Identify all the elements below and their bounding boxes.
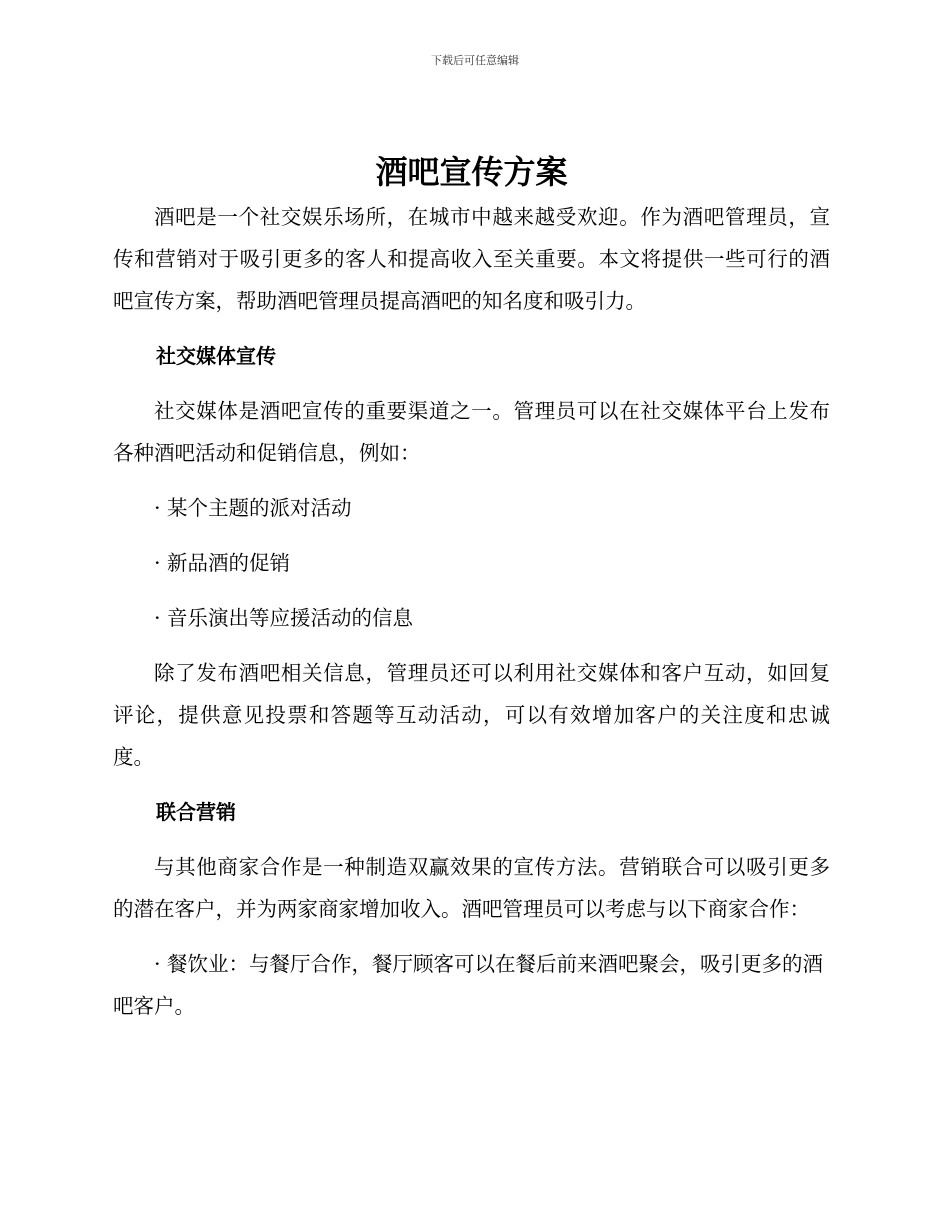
document-body (113, 148, 830, 1027)
bullet-item-music-show: · 音乐演出等应援活动的信息 (154, 606, 414, 630)
joint-marketing-paragraph: 与其他商家合作是一种制造双赢效果的宣传方法。营销联合可以吸引更多的潜在客户，并为两家商家增加收入。酒吧管理员可以考虑与以下商家合作： (113, 855, 830, 921)
bullet-item-theme-party: · 某个主题的派对活动 (154, 496, 352, 520)
section-heading-joint-marketing: 联合营销 (156, 800, 236, 824)
bullet-item-restaurant: · 餐饮业：与餐厅合作，餐厅顾客可以在餐后前来酒吧聚会，吸引更多的酒吧客户。 (113, 952, 824, 1018)
social-interaction-paragraph: 除了发布酒吧相关信息，管理员还可以利用社交媒体和客户互动，如回复评论，提供意见投票和答题等互动活动，可以有效增加客户的关注度和忠诚度。 (113, 661, 830, 769)
page-header-note: 下载后可任意编辑 (431, 54, 519, 67)
section-heading-social-media: 社交媒体宣传 (156, 344, 276, 368)
document-title: 酒吧宣传方案 (375, 153, 568, 191)
intro-paragraph: 酒吧是一个社交娱乐场所，在城市中越来越受欢迎。作为酒吧管理员，宣传和营销对于吸引更多的客人和提高收入至关重要。本文将提供一些可行的酒吧宣传方案，帮助酒吧管理员提高酒吧的知名度和吸引力。 (113, 205, 830, 313)
bullet-item-new-drink-promo: · 新品酒的促销 (154, 551, 291, 575)
social-media-paragraph: 社交媒体是酒吧宣传的重要渠道之一。管理员可以在社交媒体平台上发布各种酒吧活动和促销信息，例如： (113, 399, 830, 465)
